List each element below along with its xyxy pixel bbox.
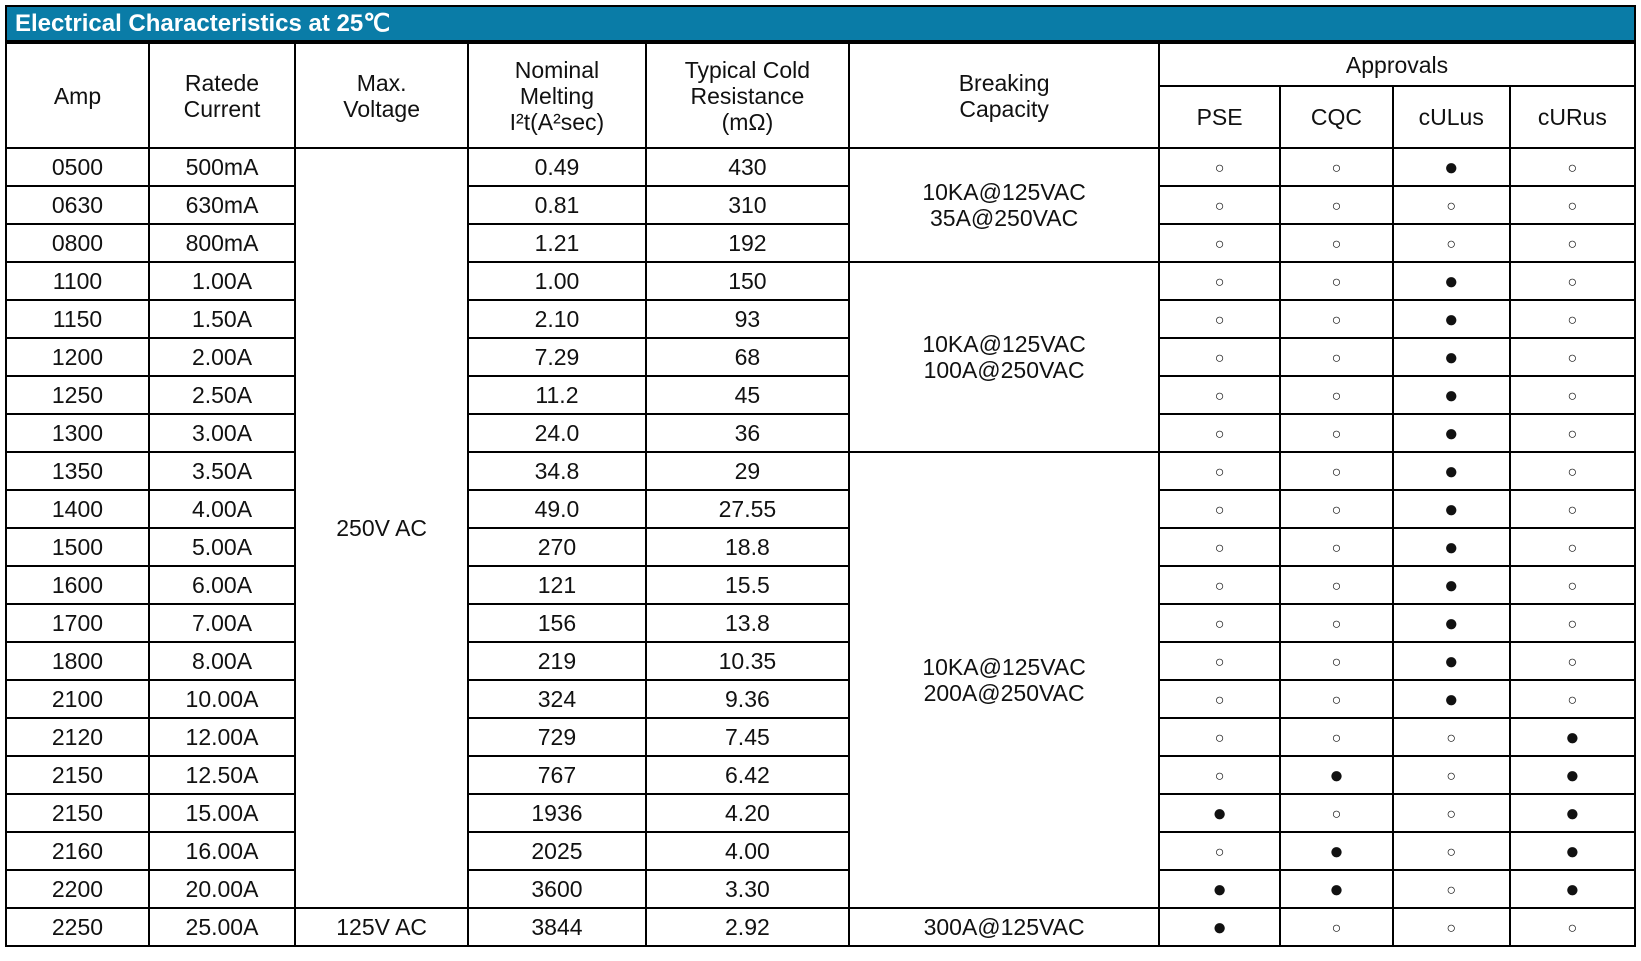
rated-current-cell: 16.00A [149,832,295,870]
approved-dot-icon: ● [1443,533,1459,561]
approval-cqc-cell [1280,908,1393,946]
approved-dot-icon: ● [1212,913,1227,941]
approval-curus-cell [1510,528,1635,566]
rated-current-cell: 630mA [149,186,295,224]
approval-culus-cell [1393,186,1510,224]
approval-pse-cell [1159,300,1280,338]
not-approved-circle-icon: ○ [1214,578,1225,595]
table-row [6,490,1635,528]
not-approved-circle-icon: ○ [1214,312,1225,329]
approval-curus-cell [1510,148,1635,186]
rated-current-cell: 20.00A [149,870,295,908]
header-approvals: Approvals [1159,43,1635,86]
approval-cqc-cell [1280,452,1393,490]
approval-culus-cell [1393,376,1510,414]
amp-code-cell: 1400 [6,490,149,528]
cold-resistance-cell: 3.30 [646,870,849,908]
breaking-capacity-cell: 300A@125VAC [849,908,1159,946]
approved-dot-icon: ● [1329,761,1344,789]
header-approval-pse: PSE [1159,86,1280,148]
not-approved-circle-icon: ○ [1567,236,1578,253]
table-row [6,680,1635,718]
cold-resistance-cell: 310 [646,186,849,224]
approval-culus-cell [1393,718,1510,756]
max-voltage-cell: 125V AC [295,908,468,946]
rated-current-cell: 5.00A [149,528,295,566]
not-approved-circle-icon: ○ [1214,844,1225,861]
approval-culus-cell [1393,566,1510,604]
not-approved-circle-icon: ○ [1214,160,1225,177]
cold-resistance-cell: 10.35 [646,642,849,680]
melting-i2t-cell: 729 [468,718,645,756]
cold-resistance-cell: 29 [646,452,849,490]
not-approved-circle-icon: ○ [1214,768,1225,785]
melting-i2t-cell: 2025 [468,832,645,870]
max-voltage-cell: 250V AC [295,148,468,908]
approval-pse-cell [1159,528,1280,566]
not-approved-circle-icon: ○ [1331,350,1342,367]
approval-culus-cell [1393,870,1510,908]
melting-i2t-cell: 49.0 [468,490,645,528]
approval-curus-cell [1510,186,1635,224]
approved-dot-icon: ● [1443,343,1459,371]
amp-code-cell: 1300 [6,414,149,452]
header-melting-i2t: Nominal Melting I²t(A²sec) [468,43,645,148]
approved-dot-icon: ● [1443,305,1459,333]
not-approved-circle-icon: ○ [1567,426,1578,443]
approval-culus-cell [1393,642,1510,680]
approval-cqc-cell [1280,376,1393,414]
approval-culus-cell [1393,452,1510,490]
approval-cqc-cell [1280,148,1393,186]
amp-code-cell: 1350 [6,452,149,490]
amp-code-cell: 1100 [6,262,149,300]
approval-pse-cell [1159,756,1280,794]
cold-resistance-cell: 36 [646,414,849,452]
table-body [6,148,1635,946]
cold-resistance-cell: 4.20 [646,794,849,832]
cold-resistance-cell: 4.00 [646,832,849,870]
not-approved-circle-icon: ○ [1331,692,1342,709]
not-approved-circle-icon: ○ [1567,274,1578,291]
rated-current-cell: 4.00A [149,490,295,528]
approval-cqc-cell [1280,680,1393,718]
approval-curus-cell [1510,376,1635,414]
table-row [6,452,1635,490]
approval-cqc-cell [1280,794,1393,832]
rated-current-cell: 12.00A [149,718,295,756]
amp-code-cell: 2100 [6,680,149,718]
amp-code-cell: 1150 [6,300,149,338]
header-approval-culus: cULus [1393,86,1510,148]
approval-curus-cell [1510,680,1635,718]
not-approved-circle-icon: ○ [1331,540,1342,557]
not-approved-circle-icon: ○ [1214,502,1225,519]
not-approved-circle-icon: ○ [1567,692,1578,709]
amp-code-cell: 1250 [6,376,149,414]
cold-resistance-cell: 13.8 [646,604,849,642]
approval-pse-cell [1159,414,1280,452]
approval-curus-cell [1510,908,1635,946]
approval-cqc-cell [1280,490,1393,528]
not-approved-circle-icon: ○ [1214,350,1225,367]
rated-current-cell: 25.00A [149,908,295,946]
table-row [6,870,1635,908]
approved-dot-icon: ● [1443,609,1459,637]
rated-current-cell: 3.50A [149,452,295,490]
not-approved-circle-icon: ○ [1446,236,1457,253]
melting-i2t-cell: 767 [468,756,645,794]
approval-cqc-cell [1280,832,1393,870]
table-row [6,186,1635,224]
electrical-characteristics-sheet [5,5,1636,946]
approved-dot-icon: ● [1565,723,1580,751]
cold-resistance-cell: 192 [646,224,849,262]
not-approved-circle-icon: ○ [1331,236,1342,253]
not-approved-circle-icon: ○ [1214,274,1225,291]
not-approved-circle-icon: ○ [1214,654,1225,671]
melting-i2t-cell: 156 [468,604,645,642]
amp-code-cell: 0630 [6,186,149,224]
amp-code-cell: 1700 [6,604,149,642]
melting-i2t-cell: 24.0 [468,414,645,452]
approval-curus-cell [1510,300,1635,338]
characteristics-table [5,42,1636,947]
approval-pse-cell [1159,870,1280,908]
table-row [6,338,1635,376]
rated-current-cell: 3.00A [149,414,295,452]
not-approved-circle-icon: ○ [1331,730,1342,747]
cold-resistance-cell: 2.92 [646,908,849,946]
cold-resistance-cell: 15.5 [646,566,849,604]
table-row [6,528,1635,566]
approval-cqc-cell [1280,262,1393,300]
approval-cqc-cell [1280,604,1393,642]
cold-resistance-cell: 9.36 [646,680,849,718]
approval-culus-cell [1393,528,1510,566]
not-approved-circle-icon: ○ [1214,540,1225,557]
not-approved-circle-icon: ○ [1446,882,1457,899]
approval-pse-cell [1159,908,1280,946]
melting-i2t-cell: 2.10 [468,300,645,338]
approval-curus-cell [1510,832,1635,870]
rated-current-cell: 800mA [149,224,295,262]
cold-resistance-cell: 93 [646,300,849,338]
not-approved-circle-icon: ○ [1331,426,1342,443]
approved-dot-icon: ● [1443,495,1459,523]
melting-i2t-cell: 0.81 [468,186,645,224]
not-approved-circle-icon: ○ [1331,654,1342,671]
table-row [6,604,1635,642]
approval-pse-cell [1159,794,1280,832]
header-approval-curus: cURus [1510,86,1635,148]
not-approved-circle-icon: ○ [1567,920,1578,937]
approval-pse-cell [1159,224,1280,262]
not-approved-circle-icon: ○ [1331,920,1342,937]
approved-dot-icon: ● [1443,685,1459,713]
header-max-voltage: Max. Voltage [295,43,468,148]
approval-culus-cell [1393,794,1510,832]
rated-current-cell: 10.00A [149,680,295,718]
approval-cqc-cell [1280,224,1393,262]
approval-curus-cell [1510,604,1635,642]
approval-culus-cell [1393,262,1510,300]
not-approved-circle-icon: ○ [1214,616,1225,633]
melting-i2t-cell: 121 [468,566,645,604]
table-row [6,376,1635,414]
approval-curus-cell [1510,414,1635,452]
not-approved-circle-icon: ○ [1567,616,1578,633]
approval-culus-cell [1393,680,1510,718]
header-approval-cqc: CQC [1280,86,1393,148]
approved-dot-icon: ● [1443,153,1459,181]
approval-pse-cell [1159,338,1280,376]
rated-current-cell: 8.00A [149,642,295,680]
table-row [6,148,1635,186]
approval-curus-cell [1510,338,1635,376]
approval-pse-cell [1159,148,1280,186]
table-row [6,224,1635,262]
not-approved-circle-icon: ○ [1331,616,1342,633]
not-approved-circle-icon: ○ [1331,160,1342,177]
not-approved-circle-icon: ○ [1214,388,1225,405]
approval-curus-cell [1510,262,1635,300]
approval-cqc-cell [1280,642,1393,680]
table-title: Electrical Characteristics at 25℃ [5,5,1636,42]
melting-i2t-cell: 270 [468,528,645,566]
rated-current-cell: 1.00A [149,262,295,300]
not-approved-circle-icon: ○ [1567,350,1578,367]
melting-i2t-cell: 1.00 [468,262,645,300]
not-approved-circle-icon: ○ [1331,312,1342,329]
table-row [6,756,1635,794]
approved-dot-icon: ● [1565,875,1580,903]
not-approved-circle-icon: ○ [1567,578,1578,595]
amp-code-cell: 1600 [6,566,149,604]
approval-pse-cell [1159,186,1280,224]
approval-pse-cell [1159,718,1280,756]
header-cold-resistance: Typical Cold Resistance (mΩ) [646,43,849,148]
table-row [6,718,1635,756]
approval-cqc-cell [1280,718,1393,756]
approval-culus-cell [1393,224,1510,262]
approved-dot-icon: ● [1443,381,1459,409]
approval-pse-cell [1159,376,1280,414]
approval-pse-cell [1159,832,1280,870]
approval-cqc-cell [1280,338,1393,376]
table-row [6,642,1635,680]
cold-resistance-cell: 68 [646,338,849,376]
approval-curus-cell [1510,452,1635,490]
table-row [6,832,1635,870]
not-approved-circle-icon: ○ [1446,920,1457,937]
rated-current-cell: 7.00A [149,604,295,642]
not-approved-circle-icon: ○ [1567,540,1578,557]
amp-code-cell: 2250 [6,908,149,946]
cold-resistance-cell: 6.42 [646,756,849,794]
approval-culus-cell [1393,148,1510,186]
cold-resistance-cell: 27.55 [646,490,849,528]
amp-code-cell: 2160 [6,832,149,870]
melting-i2t-cell: 7.29 [468,338,645,376]
not-approved-circle-icon: ○ [1214,464,1225,481]
not-approved-circle-icon: ○ [1567,388,1578,405]
not-approved-circle-icon: ○ [1567,654,1578,671]
amp-code-cell: 2200 [6,870,149,908]
approval-pse-cell [1159,680,1280,718]
rated-current-cell: 1.50A [149,300,295,338]
breaking-capacity-cell: 10KA@125VAC 35A@250VAC [849,148,1159,262]
melting-i2t-cell: 3844 [468,908,645,946]
approval-curus-cell [1510,794,1635,832]
melting-i2t-cell: 0.49 [468,148,645,186]
approval-curus-cell [1510,224,1635,262]
approved-dot-icon: ● [1212,875,1227,903]
table-row [6,300,1635,338]
not-approved-circle-icon: ○ [1214,198,1225,215]
amp-code-cell: 1200 [6,338,149,376]
approval-curus-cell [1510,642,1635,680]
amp-code-cell: 2120 [6,718,149,756]
not-approved-circle-icon: ○ [1331,388,1342,405]
approval-cqc-cell [1280,756,1393,794]
approved-dot-icon: ● [1443,647,1459,675]
approval-curus-cell [1510,490,1635,528]
amp-code-cell: 0500 [6,148,149,186]
not-approved-circle-icon: ○ [1567,502,1578,519]
not-approved-circle-icon: ○ [1446,806,1457,823]
melting-i2t-cell: 11.2 [468,376,645,414]
amp-code-cell: 1800 [6,642,149,680]
not-approved-circle-icon: ○ [1331,464,1342,481]
not-approved-circle-icon: ○ [1214,236,1225,253]
not-approved-circle-icon: ○ [1567,198,1578,215]
melting-i2t-cell: 324 [468,680,645,718]
not-approved-circle-icon: ○ [1446,844,1457,861]
approval-cqc-cell [1280,870,1393,908]
table-row [6,414,1635,452]
rated-current-cell: 2.00A [149,338,295,376]
not-approved-circle-icon: ○ [1567,312,1578,329]
header-amp: Amp [6,43,149,148]
cold-resistance-cell: 7.45 [646,718,849,756]
not-approved-circle-icon: ○ [1214,692,1225,709]
cold-resistance-cell: 18.8 [646,528,849,566]
approval-culus-cell [1393,338,1510,376]
approval-cqc-cell [1280,528,1393,566]
approval-pse-cell [1159,566,1280,604]
header-rated-current: Ratede Current [149,43,295,148]
approved-dot-icon: ● [1329,875,1344,903]
amp-code-cell: 0800 [6,224,149,262]
approval-culus-cell [1393,414,1510,452]
approval-culus-cell [1393,908,1510,946]
melting-i2t-cell: 1936 [468,794,645,832]
approval-pse-cell [1159,604,1280,642]
not-approved-circle-icon: ○ [1214,426,1225,443]
table-row [6,566,1635,604]
rated-current-cell: 500mA [149,148,295,186]
approval-cqc-cell [1280,300,1393,338]
not-approved-circle-icon: ○ [1567,464,1578,481]
amp-code-cell: 2150 [6,794,149,832]
not-approved-circle-icon: ○ [1331,502,1342,519]
amp-code-cell: 2150 [6,756,149,794]
amp-code-cell: 1500 [6,528,149,566]
rated-current-cell: 2.50A [149,376,295,414]
cold-resistance-cell: 150 [646,262,849,300]
not-approved-circle-icon: ○ [1446,198,1457,215]
approval-curus-cell [1510,870,1635,908]
breaking-capacity-cell: 10KA@125VAC 200A@250VAC [849,452,1159,908]
approval-pse-cell [1159,642,1280,680]
approved-dot-icon: ● [1443,571,1459,599]
approval-culus-cell [1393,300,1510,338]
approval-curus-cell [1510,756,1635,794]
approved-dot-icon: ● [1565,837,1580,865]
rated-current-cell: 6.00A [149,566,295,604]
approved-dot-icon: ● [1565,799,1580,827]
breaking-capacity-cell: 10KA@125VAC 100A@250VAC [849,262,1159,452]
rated-current-cell: 15.00A [149,794,295,832]
approval-curus-cell [1510,566,1635,604]
table-row [6,794,1635,832]
melting-i2t-cell: 3600 [468,870,645,908]
cold-resistance-cell: 430 [646,148,849,186]
approval-cqc-cell [1280,186,1393,224]
rated-current-cell: 12.50A [149,756,295,794]
not-approved-circle-icon: ○ [1331,198,1342,215]
not-approved-circle-icon: ○ [1446,768,1457,785]
table-row [6,908,1635,946]
not-approved-circle-icon: ○ [1331,274,1342,291]
approval-cqc-cell [1280,414,1393,452]
not-approved-circle-icon: ○ [1331,806,1342,823]
approval-pse-cell [1159,262,1280,300]
approved-dot-icon: ● [1443,419,1459,447]
melting-i2t-cell: 1.21 [468,224,645,262]
melting-i2t-cell: 219 [468,642,645,680]
approval-pse-cell [1159,490,1280,528]
approved-dot-icon: ● [1443,267,1459,295]
approval-culus-cell [1393,604,1510,642]
approved-dot-icon: ● [1443,457,1459,485]
not-approved-circle-icon: ○ [1567,160,1578,177]
approval-cqc-cell [1280,566,1393,604]
not-approved-circle-icon: ○ [1331,578,1342,595]
not-approved-circle-icon: ○ [1446,730,1457,747]
table-row [6,262,1635,300]
not-approved-circle-icon: ○ [1214,730,1225,747]
approved-dot-icon: ● [1565,761,1580,789]
header-breaking-capacity: Breaking Capacity [849,43,1159,148]
melting-i2t-cell: 34.8 [468,452,645,490]
cold-resistance-cell: 45 [646,376,849,414]
approval-culus-cell [1393,832,1510,870]
approval-curus-cell [1510,718,1635,756]
approval-culus-cell [1393,490,1510,528]
approved-dot-icon: ● [1329,837,1344,865]
approved-dot-icon: ● [1212,799,1227,827]
approval-culus-cell [1393,756,1510,794]
approval-pse-cell [1159,452,1280,490]
